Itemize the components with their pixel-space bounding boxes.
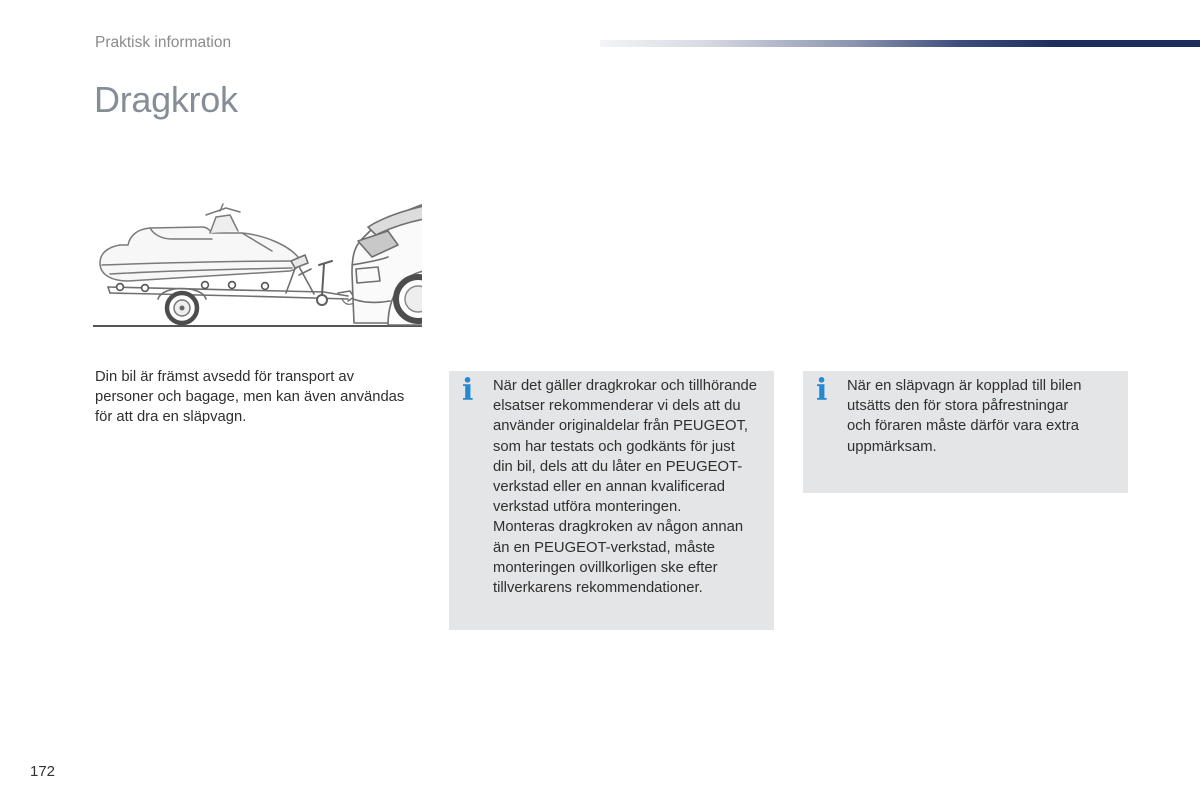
jockey-handle (319, 261, 332, 265)
info-line: som har testats och godkänts för just (493, 438, 735, 455)
info-box-towbar-installation (449, 371, 774, 630)
trailer-roller (202, 282, 209, 289)
info-box-trailer-attached (803, 371, 1128, 493)
info-line: din bil, dels att du låter en PEUGEOT- (493, 458, 743, 475)
trailer-rail (110, 293, 348, 299)
jet-ski (100, 204, 300, 281)
jockey-post (322, 264, 324, 295)
trailer-roller (262, 283, 269, 290)
trailer-rail-end (108, 287, 110, 293)
header-gradient-bar (600, 40, 1200, 47)
info-line: monteringen ovillkorligen ske efter (493, 559, 718, 576)
trailer-roller (229, 282, 236, 289)
info-line: utsätts den för stora påfrestningar (847, 398, 1069, 415)
intro-line: Din bil är främst avsedd för transport av (95, 369, 355, 385)
info-line: uppmärksam. (847, 438, 937, 455)
trailer-hub (180, 306, 185, 311)
info-line: Monteras dragkroken av någon annan (493, 519, 744, 536)
page-title: Dragkrok (94, 79, 238, 120)
info-line: använder originaldelar från PEUGEOT, (493, 418, 748, 435)
trailer-wheel (167, 293, 197, 323)
info-line: När en släpvagn är kopplad till bilen (847, 378, 1082, 394)
info-line: När det gäller dragkrokar och tillhörande (493, 378, 758, 394)
info-line: tillverkarens rekommendationer. (493, 580, 703, 597)
info-icon: i (462, 373, 474, 408)
jet-ski-steering-column (210, 215, 238, 233)
info-line: verkstad utföra monteringen. (493, 499, 682, 516)
towing-illustration (92, 203, 422, 328)
info-icon: i (816, 373, 828, 408)
info-line: verkstad eller en annan kvalificerad (493, 479, 725, 496)
intro-line: för att dra en släpvagn. (95, 409, 247, 426)
trailer-roller (142, 285, 149, 292)
section-header: Praktisk information (95, 34, 232, 51)
trailer-roller (117, 284, 124, 291)
page-number: 172 (30, 763, 56, 780)
jockey-tire (317, 295, 327, 305)
jet-ski-handlebar (206, 208, 240, 215)
car-rear (352, 204, 422, 325)
intro-line: personer och bagage, men kan även användas (95, 389, 405, 406)
info-box-text (493, 376, 757, 598)
info-line: än en PEUGEOT-verkstad, måste (493, 539, 716, 556)
info-line: och föraren måste därför vara extra (847, 418, 1079, 435)
intro-paragraph (95, 367, 404, 428)
info-box-text (847, 376, 1081, 457)
info-line: elsatser rekommenderar vi dels att du (493, 398, 741, 415)
